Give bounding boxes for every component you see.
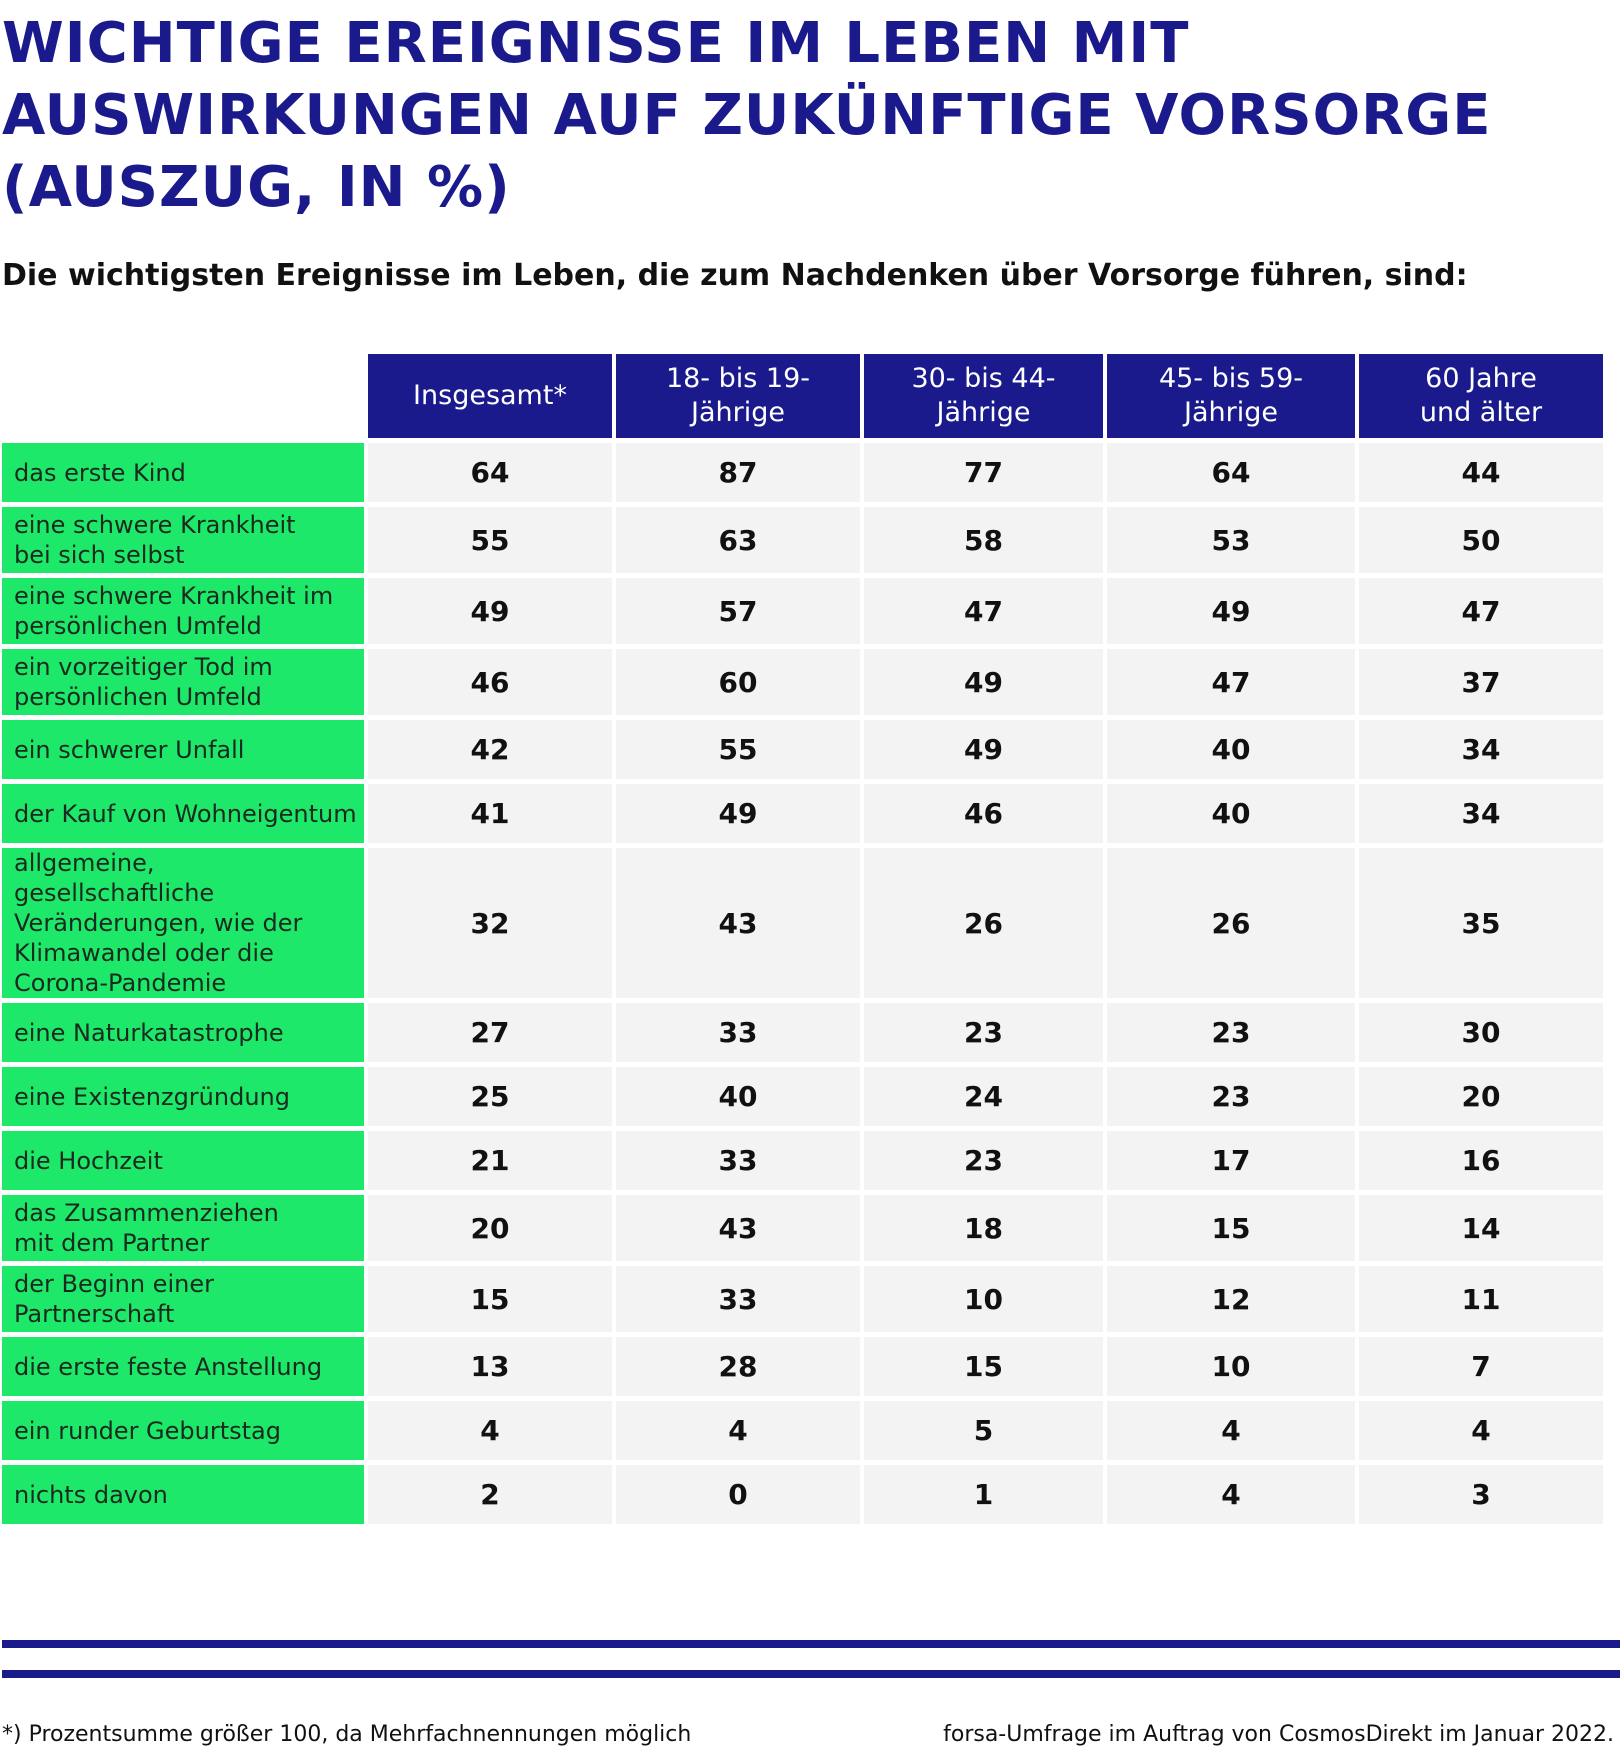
value-cell: 1 (864, 1465, 1103, 1524)
table-row (2, 1003, 1603, 1062)
value-cell: 13 (368, 1337, 612, 1396)
value-cell: 21 (368, 1131, 612, 1190)
value-cell: 44 (1359, 443, 1603, 502)
value-cell: 20 (368, 1195, 612, 1261)
column-header (1359, 354, 1603, 438)
value-cell: 25 (368, 1067, 612, 1126)
value-cell: 47 (1359, 578, 1603, 644)
value-cell: 26 (1107, 848, 1355, 998)
value-cell: 43 (616, 1195, 860, 1261)
table-row (2, 784, 1603, 843)
row-label-line: Veränderungen, wie der (14, 909, 303, 937)
value-cell: 37 (1359, 649, 1603, 715)
header-row (2, 354, 1603, 438)
column-header-line: 60 Jahre (1425, 363, 1537, 394)
source-note: forsa-Umfrage im Auftrag von CosmosDirekt im Januar 2022. (943, 1722, 1614, 1747)
value-cell: 7 (1359, 1337, 1603, 1396)
value-cell: 33 (616, 1003, 860, 1062)
row-label (2, 1266, 364, 1332)
row-label-line: ein vorzeitiger Tod im (14, 653, 273, 681)
data-table (0, 349, 1607, 1529)
row-label-line: die erste feste Anstellung (14, 1352, 323, 1381)
row-label-line: eine schwere Krankheit im (14, 582, 334, 610)
row-label-line: bei sich selbst (14, 541, 185, 569)
row-label-line: ein runder Geburtstag (14, 1416, 281, 1445)
value-cell: 34 (1359, 784, 1603, 843)
column-header-line: Jährige (936, 397, 1031, 428)
row-label-line: nichts davon (14, 1480, 168, 1509)
table-row (2, 443, 1603, 502)
divider-line (2, 1670, 1620, 1678)
value-cell: 4 (1359, 1401, 1603, 1460)
value-cell: 30 (1359, 1003, 1603, 1062)
row-label (2, 1067, 364, 1126)
table-row (2, 649, 1603, 715)
table-row (2, 1465, 1603, 1524)
column-header (1107, 354, 1355, 438)
row-label (2, 848, 364, 998)
row-label (2, 507, 364, 573)
row-label-line: persönlichen Umfeld (14, 612, 262, 640)
value-cell: 64 (368, 443, 612, 502)
row-label (2, 720, 364, 779)
value-cell: 63 (616, 507, 860, 573)
value-cell: 46 (864, 784, 1103, 843)
value-cell: 11 (1359, 1266, 1603, 1332)
value-cell: 23 (864, 1131, 1103, 1190)
value-cell: 4 (1107, 1401, 1355, 1460)
column-header-line: und älter (1419, 397, 1543, 428)
column-header-line: 18- bis 19- (665, 363, 811, 394)
column-header-line: 45- bis 59- (1158, 363, 1304, 394)
value-cell: 15 (1107, 1195, 1355, 1261)
value-cell: 49 (616, 784, 860, 843)
row-label (2, 1131, 364, 1190)
table-row (2, 1067, 1603, 1126)
table-row (2, 1266, 1603, 1332)
row-label-line: eine schwere Krankheit (14, 511, 296, 539)
value-cell: 40 (1107, 720, 1355, 779)
value-cell: 77 (864, 443, 1103, 502)
value-cell: 49 (864, 649, 1103, 715)
value-cell: 17 (1107, 1131, 1355, 1190)
table-row (2, 720, 1603, 779)
value-cell: 57 (616, 578, 860, 644)
value-cell: 58 (864, 507, 1103, 573)
value-cell: 87 (616, 443, 860, 502)
row-label-line: ein schwerer Unfall (14, 735, 245, 764)
value-cell: 53 (1107, 507, 1355, 573)
value-cell: 50 (1359, 507, 1603, 573)
row-label-line: eine Naturkatastrophe (14, 1018, 284, 1047)
value-cell: 4 (1107, 1465, 1355, 1524)
row-label (2, 443, 364, 502)
value-cell: 20 (1359, 1067, 1603, 1126)
value-cell: 10 (864, 1266, 1103, 1332)
row-label (2, 1401, 364, 1460)
row-label-line: Klimawandel oder die (14, 939, 274, 967)
value-cell: 47 (864, 578, 1103, 644)
value-cell: 0 (616, 1465, 860, 1524)
column-header (864, 354, 1103, 438)
row-label-line: eine Existenzgründung (14, 1082, 290, 1111)
value-cell: 4 (368, 1401, 612, 1460)
table-row (2, 1401, 1603, 1460)
value-cell: 28 (616, 1337, 860, 1396)
value-cell: 47 (1107, 649, 1355, 715)
row-label-line: Partnerschaft (14, 1300, 175, 1328)
column-header-line: Jährige (1184, 397, 1278, 428)
column-header (368, 354, 612, 438)
row-label (2, 649, 364, 715)
title-line: AUSWIRKUNGEN AUF ZUKÜNFTIGE VORSORGE (2, 83, 1492, 148)
footnote: *) Prozentsumme größer 100, da Mehrfachnennungen möglich (2, 1722, 692, 1747)
value-cell: 32 (368, 848, 612, 998)
chart-subtitle: Die wichtigsten Ereignisse im Leben, die zum Nachdenken über Vorsorge führen, sind: (2, 258, 1468, 293)
row-label (2, 1003, 364, 1062)
value-cell: 27 (368, 1003, 612, 1062)
value-cell: 41 (368, 784, 612, 843)
value-cell: 60 (616, 649, 860, 715)
value-cell: 18 (864, 1195, 1103, 1261)
value-cell: 55 (616, 720, 860, 779)
title-line: (AUSZUG, IN %) (2, 155, 511, 220)
table-row (2, 1131, 1603, 1190)
value-cell: 23 (1107, 1067, 1355, 1126)
row-label-line: persönlichen Umfeld (14, 683, 262, 711)
table-body (2, 443, 1603, 1524)
value-cell: 64 (1107, 443, 1355, 502)
row-label (2, 1195, 364, 1261)
column-header-line: Jährige (691, 397, 785, 428)
value-cell: 26 (864, 848, 1103, 998)
value-cell: 4 (616, 1401, 860, 1460)
table-row (2, 578, 1603, 644)
table-row (2, 1195, 1603, 1261)
value-cell: 35 (1359, 848, 1603, 998)
table-row (2, 507, 1603, 573)
value-cell: 5 (864, 1401, 1103, 1460)
row-label (2, 1337, 364, 1396)
row-label-line: die Hochzeit (14, 1146, 163, 1175)
value-cell: 49 (864, 720, 1103, 779)
value-cell: 15 (864, 1337, 1103, 1396)
row-label-line: der Kauf von Wohneigentum (14, 799, 357, 828)
header-corner (2, 354, 364, 438)
row-label-line: allgemeine, gesellschaftliche (14, 849, 215, 907)
column-header-line: 30- bis 44- (911, 363, 1056, 394)
column-header-line: Insgesamt* (413, 380, 567, 411)
value-cell: 3 (1359, 1465, 1603, 1524)
table-row (2, 1337, 1603, 1396)
value-cell: 10 (1107, 1337, 1355, 1396)
row-label-line: das Zusammenziehen (14, 1199, 279, 1227)
value-cell: 24 (864, 1067, 1103, 1126)
row-label (2, 1465, 364, 1524)
value-cell: 42 (368, 720, 612, 779)
value-cell: 55 (368, 507, 612, 573)
title-line: WICHTIGE EREIGNISSE IM LEBEN MIT (2, 11, 1190, 76)
value-cell: 34 (1359, 720, 1603, 779)
value-cell: 23 (864, 1003, 1103, 1062)
row-label-line: der Beginn einer (14, 1270, 214, 1298)
column-header (616, 354, 860, 438)
value-cell: 23 (1107, 1003, 1355, 1062)
row-label-line: mit dem Partner (14, 1229, 210, 1257)
row-label-line: Corona-Pandemie (14, 969, 227, 997)
chart-title (2, 8, 1602, 224)
value-cell: 33 (616, 1131, 860, 1190)
value-cell: 40 (616, 1067, 860, 1126)
value-cell: 15 (368, 1266, 612, 1332)
value-cell: 14 (1359, 1195, 1603, 1261)
row-label-line: das erste Kind (14, 458, 186, 487)
divider-line (2, 1640, 1620, 1648)
value-cell: 46 (368, 649, 612, 715)
value-cell: 16 (1359, 1131, 1603, 1190)
value-cell: 40 (1107, 784, 1355, 843)
row-label (2, 784, 364, 843)
row-label (2, 578, 364, 644)
value-cell: 2 (368, 1465, 612, 1524)
value-cell: 33 (616, 1266, 860, 1332)
table-row (2, 848, 1603, 998)
value-cell: 12 (1107, 1266, 1355, 1332)
value-cell: 49 (1107, 578, 1355, 644)
value-cell: 43 (616, 848, 860, 998)
value-cell: 49 (368, 578, 612, 644)
